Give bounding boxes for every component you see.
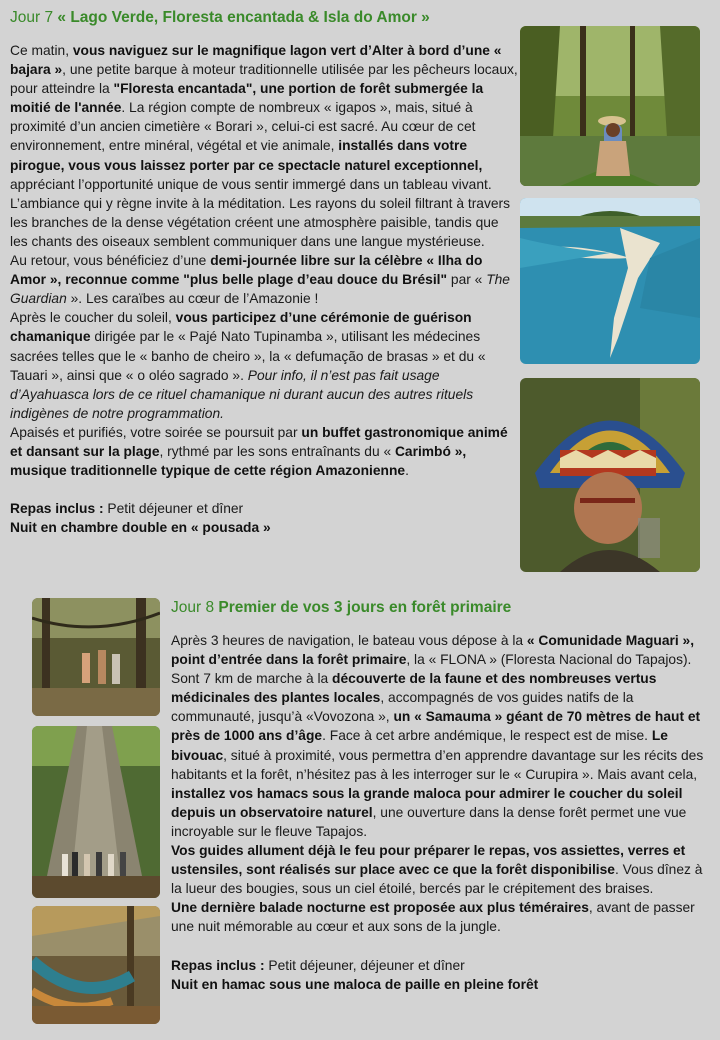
day8-paragraph-1: Après 3 heures de navigation, le bateau vous dépose à la « Comunidade Maguari », point d’entrée dans la forêt primaire, la « FLONA » (Floresta Nacional do Tapajos). Sont 7 km de marche à la découverte de la faune et des nombreuses vertus médicinales des plantes locales, accompagnés de vos guides natifs de la communauté, jusqu’à «Vovozona », un « Samauma » géant de 70 mètres de haut et près de 1000 ans d’âge. Face à cet arbre andémique, le respect est de mise. Le bivouac, situé à proximité, vous permettra d’en apprendre davantage sur les récits des habitants et la forêt, n’hésitez pas à les interroger sur le « Curupira ». Mais avant cela, installez vos hamacs sous la grande maloca pour admirer le coucher du soleil depuis un observatoire naturel, une ouverture dans la dense forêt permet une vue incroyable sur le fleuve Tapajos. <box>171 633 704 839</box>
day7-meals: Repas inclus : Petit déjeuner et dîner <box>10 501 244 517</box>
photo-hammocks-maloca <box>32 906 160 1024</box>
day8-paragraph-3: Une dernière balade nocturne est proposée aux plus téméraires, avant de passer une nuit mémorable au cœur et aux sons de la jungle. <box>171 900 695 935</box>
day7-heading: « Lago Verde, Floresta encantada & Isla do Amor » <box>57 9 430 26</box>
day7-text <box>10 41 518 537</box>
day7-paragraph-4: Apaisés et purifiés, votre soirée se poursuit par un buffet gastronomique animé et dansant sur la plage, rythmé par les sons entraînants du « Carimbó », musique traditionnelle typique de cette région Amazonienne. <box>10 424 508 479</box>
day8-heading: Premier de vos 3 jours en forêt primaire <box>218 599 512 616</box>
day7-paragraph-2: Au retour, vous bénéficiez d’une demi-journée libre sur la célèbre « Ilha do Amor », reconnue comme "plus belle plage d’eau douce du Brésil" par « The Guardian ». Les caraïbes au cœur de l’Amazonie ! <box>10 253 510 307</box>
day7-paragraph-1: Ce matin, vous naviguez sur le magnifique lagon vert d’Alter à bord d’une « bajara », une petite barque à moteur traditionnelle utilisée par les pêcheurs locaux, pour atteindre la "Floresta encantada", une portion de forêt submergée la moitié de l'année. La région compte de nombreux « igapos », mais, situé à proximité d’un ancien cimetière « Borari », celui-ci est sacré. Au cœur de cet environnement, entre minéral, végétal et vie animale, installés dans votre pirogue, vous vous laissez porter par ce spectacle naturel exceptionnel, appréciant l’opportunité unique de vous sentir immergé dans un tableau vivant. L’ambiance qui y règne invite à la méditation. Les rayons du soleil filtrant à travers les branches de la dense végétation créent une atmosphère paisible, tandis que les chants des oiseaux semblent communiquer dans une langue mystérieuse. <box>10 43 518 249</box>
day8-label: Jour 8 <box>171 599 219 616</box>
day8-night: Nuit en hamac sous une maloca de paille en pleine forêt <box>171 976 539 992</box>
photo-giant-samauma-tree <box>32 726 160 898</box>
day8-title <box>171 598 511 618</box>
day7-title <box>10 8 430 28</box>
day8-meals: Repas inclus : Petit déjeuner, déjeuner et dîner <box>171 957 465 973</box>
day8-paragraph-2: Vos guides allument déjà le feu pour préparer le repas, vos assiettes, verres et ustensiles, sont réalisés sur place avec ce que la forêt disponibilise. Vous dînez à la lueur des bougies, sous un ciel étoilé, bercés par le crépitement des braises. <box>171 843 703 897</box>
photo-forest-trek <box>32 598 160 716</box>
photo-canoe-flooded-forest <box>520 26 700 186</box>
photo-shaman-portrait <box>520 378 700 572</box>
day8-text <box>171 631 707 994</box>
day7-night: Nuit en chambre double en « pousada » <box>10 520 271 536</box>
day7-label: Jour 7 <box>10 9 58 26</box>
photo-ilha-do-amor-beach <box>520 198 700 364</box>
day7-paragraph-3: Après le coucher du soleil, vous participez d’une cérémonie de guérison chamanique dirigée par le « Pajé Nato Tupinamba », utilisant les médecines sacrées telles que le « banho de cheiro », la « defumação de brasas » et du « Tauari », ainsi que « o oléo sagrado ». Pour info, il n’est pas fait usage d’Ayahuasca lors de ce rituel chamanique ni durant aucun des autres rituels indigènes de notre programmation. <box>10 310 486 421</box>
